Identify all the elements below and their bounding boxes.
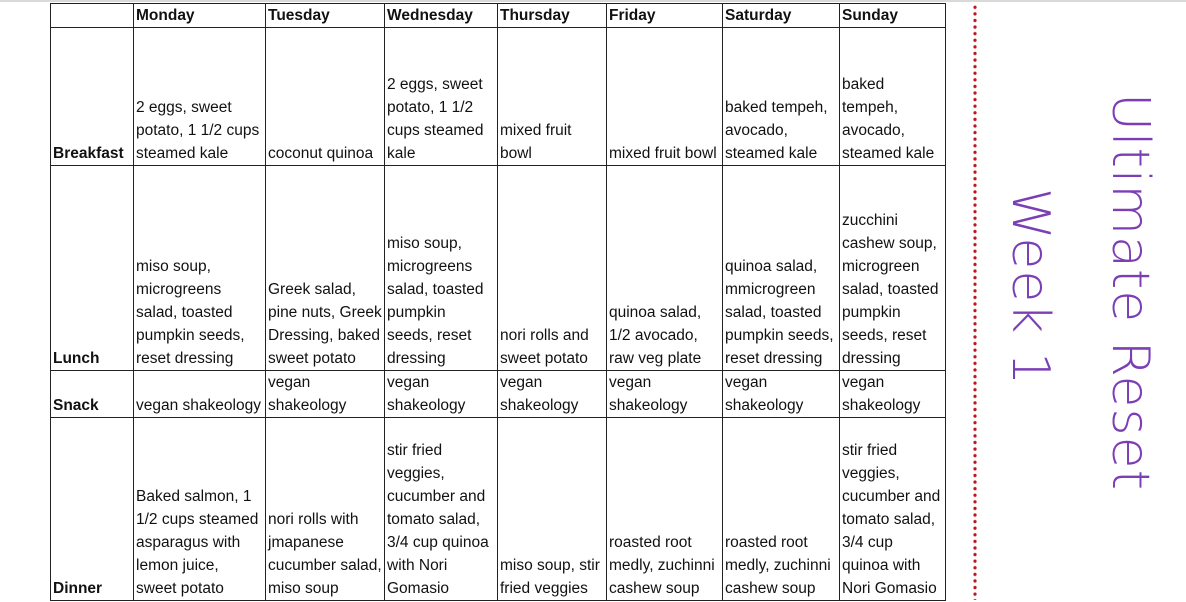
day-header-thursday: Thursday (498, 4, 607, 28)
meal-cell: mixed fruit bowl (498, 28, 607, 166)
row-label-dinner: Dinner (51, 418, 134, 601)
day-header-sunday: Sunday (840, 4, 946, 28)
meal-cell: miso soup, stir fried veggies (498, 418, 607, 601)
meal-plan-table (50, 3, 946, 601)
meal-cell: miso soup, microgreens salad, toasted pumpkin seeds, reset dressing (385, 166, 498, 371)
snack-row (51, 371, 946, 418)
meal-cell: mixed fruit bowl (607, 28, 723, 166)
meal-cell: stir fried veggies, cucumber and tomato salad, 3/4 cup quinoa with Nori Gomasio (840, 418, 946, 601)
day-header-friday: Friday (607, 4, 723, 28)
row-label-snack: Snack (51, 371, 134, 418)
header-row (51, 4, 946, 28)
meal-cell: Greek salad, pine nuts, Greek Dressing, baked sweet potato (266, 166, 385, 371)
meal-cell: zucchini cashew soup, microgreen salad, toasted pumpkin seeds, reset dressing (840, 166, 946, 371)
page-subtitle: Week 1 (1000, 187, 1060, 387)
meal-cell: 2 eggs, sweet potato, 1 1/2 cups steamed kale (385, 28, 498, 166)
meal-cell: baked tempeh, avocado, steamed kale (840, 28, 946, 166)
dotted-divider (973, 4, 977, 600)
page-title: Ultimate Reset (1100, 92, 1160, 492)
day-header-monday: Monday (134, 4, 266, 28)
meal-cell: nori rolls with jmapanese cucumber salad, miso soup (266, 418, 385, 601)
meal-cell: roasted root medly, zuchinni cashew soup (607, 418, 723, 601)
meal-cell: coconut quinoa (266, 28, 385, 166)
corner-cell (51, 4, 134, 28)
row-label-breakfast: Breakfast (51, 28, 134, 166)
dinner-row (51, 418, 946, 601)
meal-cell: vegan shakeology (723, 371, 840, 418)
meal-cell: vegan shakeology (385, 371, 498, 418)
meal-cell: baked tempeh, avocado, steamed kale (723, 28, 840, 166)
meal-cell: quinoa salad, 1/2 avocado, raw veg plate (607, 166, 723, 371)
breakfast-row (51, 28, 946, 166)
day-header-tuesday: Tuesday (266, 4, 385, 28)
meal-cell: vegan shakeology (134, 371, 266, 418)
meal-cell: miso soup, microgreens salad, toasted pumpkin seeds, reset dressing (134, 166, 266, 371)
day-header-saturday: Saturday (723, 4, 840, 28)
meal-cell: vegan shakeology (840, 371, 946, 418)
row-label-lunch: Lunch (51, 166, 134, 371)
meal-cell: nori rolls and sweet potato (498, 166, 607, 371)
meal-cell: 2 eggs, sweet potato, 1 1/2 cups steamed kale (134, 28, 266, 166)
meal-cell: vegan shakeology (607, 371, 723, 418)
day-header-wednesday: Wednesday (385, 4, 498, 28)
meal-cell: vegan shakeology (266, 371, 385, 418)
meal-cell: stir fried veggies, cucumber and tomato salad, 3/4 cup quinoa with Nori Gomasio (385, 418, 498, 601)
top-divider (0, 0, 1186, 2)
meal-cell: roasted root medly, zuchinni cashew soup (723, 418, 840, 601)
meal-cell: vegan shakeology (498, 371, 607, 418)
meal-cell: quinoa salad, mmicrogreen salad, toasted pumpkin seeds, reset dressing (723, 166, 840, 371)
meal-cell: Baked salmon, 1 1/2 cups steamed asparagus with lemon juice, sweet potato (134, 418, 266, 601)
lunch-row (51, 166, 946, 371)
